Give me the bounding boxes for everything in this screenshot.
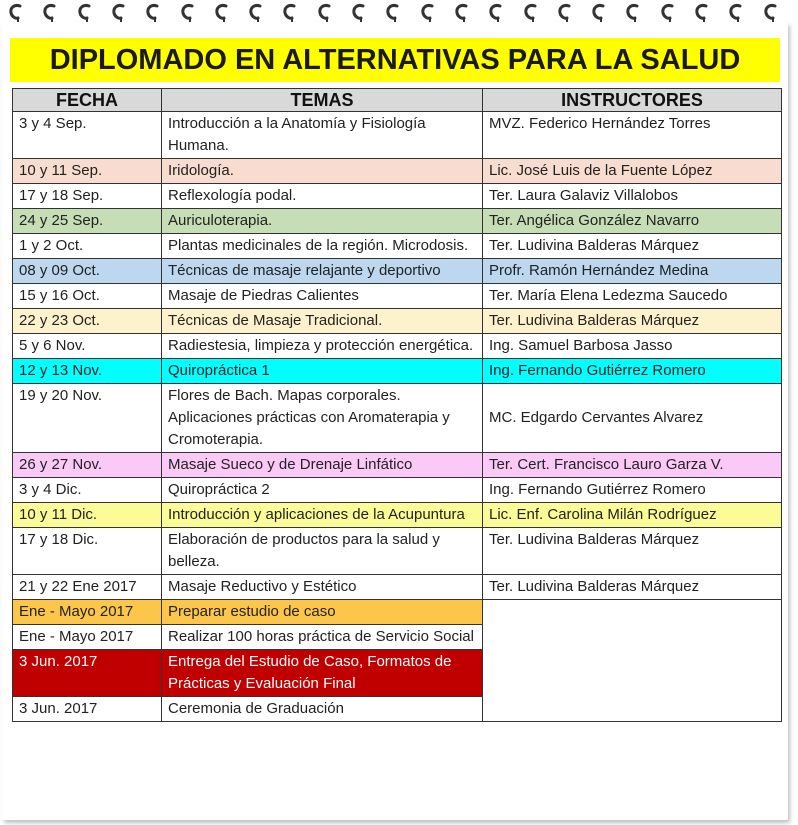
cell-tema: Ceremonia de Graduación	[162, 697, 483, 722]
binding-ring-icon	[660, 2, 676, 24]
table-row	[13, 259, 782, 284]
table-row	[13, 384, 782, 453]
cell-tema: Técnicas de masaje relajante y deportivo	[162, 259, 483, 284]
cell-tema: Reflexología podal.	[162, 184, 483, 209]
cell-instructor: Ing. Fernando Gutiérrez Romero	[483, 359, 782, 384]
table-row	[13, 359, 782, 384]
cell-instructor: Ing. Samuel Barbosa Jasso	[483, 334, 782, 359]
binding-ring-icon	[763, 2, 779, 24]
binding-ring-icon	[214, 2, 230, 24]
cell-tema: Radiestesia, limpieza y protección energética.	[162, 334, 483, 359]
table-row	[13, 478, 782, 503]
binding-ring-icon	[317, 2, 333, 24]
binding-ring-icon	[8, 2, 24, 24]
cell-tema: Iridología.	[162, 159, 483, 184]
cell-fecha: 26 y 27 Nov.	[13, 453, 162, 478]
cell-instructor: Ter. Ludivina Balderas Márquez	[483, 575, 782, 600]
cell-tema: Técnicas de Masaje Tradicional.	[162, 309, 483, 334]
cell-tema: Auriculoterapia.	[162, 209, 483, 234]
binding-ring-icon	[557, 2, 573, 24]
cell-fecha: 10 y 11 Sep.	[13, 159, 162, 184]
cell-fecha: 17 y 18 Sep.	[13, 184, 162, 209]
schedule-table	[12, 88, 782, 722]
cell-tema: Introducción y aplicaciones de la Acupuntura	[162, 503, 483, 528]
table-row	[13, 284, 782, 309]
binding-ring-icon	[351, 2, 367, 24]
cell-fecha: 12 y 13 Nov.	[13, 359, 162, 384]
table-row	[13, 234, 782, 259]
table-row	[13, 184, 782, 209]
cell-tema: Masaje Reductivo y Estético	[162, 575, 483, 600]
cell-fecha: 19 y 20 Nov.	[13, 384, 162, 453]
cell-instructor: Ter. Ludivina Balderas Márquez	[483, 528, 782, 575]
binding-ring-icon	[454, 2, 470, 24]
binding-ring-icon	[385, 2, 401, 24]
cell-fecha: Ene - Mayo 2017	[13, 625, 162, 650]
column-header-fecha: FECHA	[13, 89, 162, 112]
binding-ring-icon	[420, 2, 436, 24]
table-header-row	[13, 89, 782, 112]
cell-instructor: Ter. María Elena Ledezma Saucedo	[483, 284, 782, 309]
cell-fecha: 10 y 11 Dic.	[13, 503, 162, 528]
cell-fecha: 21 y 22 Ene 2017	[13, 575, 162, 600]
binding-ring-icon	[42, 2, 58, 24]
cell-instructor: Lic. Enf. Carolina Milán Rodríguez	[483, 503, 782, 528]
cell-fecha: 3 Jun. 2017	[13, 697, 162, 722]
cell-tema: Realizar 100 horas práctica de Servicio Social	[162, 625, 483, 650]
cell-fecha: 17 y 18 Dic.	[13, 528, 162, 575]
cell-instructor: Profr. Ramón Hernández Medina	[483, 259, 782, 284]
cell-fecha: 22 y 23 Oct.	[13, 309, 162, 334]
binding-ring-icon	[145, 2, 161, 24]
binding-ring-icon	[488, 2, 504, 24]
cell-instructor: Ter. Angélica González Navarro	[483, 209, 782, 234]
table-row	[13, 159, 782, 184]
cell-instructor-empty	[483, 600, 782, 722]
cell-tema: Masaje de Piedras Calientes	[162, 284, 483, 309]
cell-instructor: Ter. Ludivina Balderas Márquez	[483, 234, 782, 259]
table-row	[13, 209, 782, 234]
column-header-temas: TEMAS	[162, 89, 483, 112]
binding-ring-icon	[728, 2, 744, 24]
cell-tema: Elaboración de productos para la salud y belleza.	[162, 528, 483, 575]
cell-instructor: Lic. José Luis de la Fuente López	[483, 159, 782, 184]
cell-fecha: 3 Jun. 2017	[13, 650, 162, 697]
table-row	[13, 112, 782, 159]
cell-fecha: Ene - Mayo 2017	[13, 600, 162, 625]
binding-ring-icon	[180, 2, 196, 24]
cell-fecha: 08 y 09 Oct.	[13, 259, 162, 284]
table-row	[13, 309, 782, 334]
table-row	[13, 503, 782, 528]
cell-instructor: Ter. Ludivina Balderas Márquez	[483, 309, 782, 334]
binding-ring-icon	[248, 2, 264, 24]
cell-tema: Preparar estudio de caso	[162, 600, 483, 625]
cell-fecha: 24 y 25 Sep.	[13, 209, 162, 234]
cell-tema: Masaje Sueco y de Drenaje Linfático	[162, 453, 483, 478]
cell-tema: Quiropráctica 2	[162, 478, 483, 503]
binding-ring-icon	[77, 2, 93, 24]
table-row	[13, 334, 782, 359]
table-row	[13, 453, 782, 478]
cell-instructor: Ing. Fernando Gutiérrez Romero	[483, 478, 782, 503]
cell-fecha: 3 y 4 Dic.	[13, 478, 162, 503]
binding-ring-icon	[694, 2, 710, 24]
table-row	[13, 600, 782, 625]
cell-fecha: 1 y 2 Oct.	[13, 234, 162, 259]
binding-ring-icon	[523, 2, 539, 24]
cell-instructor: MC. Edgardo Cervantes Alvarez	[483, 384, 782, 453]
table-row	[13, 528, 782, 575]
cell-tema: Quiropráctica 1	[162, 359, 483, 384]
binding-ring-icon	[591, 2, 607, 24]
binding-ring-icon	[111, 2, 127, 24]
binding-ring-icon	[625, 2, 641, 24]
page-title: DIPLOMADO EN ALTERNATIVAS PARA LA SALUD	[10, 38, 780, 82]
cell-tema: Plantas medicinales de la región. Microdosis.	[162, 234, 483, 259]
column-header-instructores: INSTRUCTORES	[483, 89, 782, 112]
cell-instructor: Ter. Laura Galaviz Villalobos	[483, 184, 782, 209]
table-row	[13, 575, 782, 600]
cell-instructor: Ter. Cert. Francisco Lauro Garza V.	[483, 453, 782, 478]
cell-fecha: 5 y 6 Nov.	[13, 334, 162, 359]
binding-ring-icon	[282, 2, 298, 24]
cell-tema: Flores de Bach. Mapas corporales. Aplicaciones prácticas con Aromaterapia y Cromoterapia.	[162, 384, 483, 453]
cell-tema: Introducción a la Anatomía y Fisiología Humana.	[162, 112, 483, 159]
cell-fecha: 3 y 4 Sep.	[13, 112, 162, 159]
cell-tema: Entrega del Estudio de Caso, Formatos de Prácticas y Evaluación Final	[162, 650, 483, 697]
cell-fecha: 15 y 16 Oct.	[13, 284, 162, 309]
cell-instructor: MVZ. Federico Hernández Torres	[483, 112, 782, 159]
